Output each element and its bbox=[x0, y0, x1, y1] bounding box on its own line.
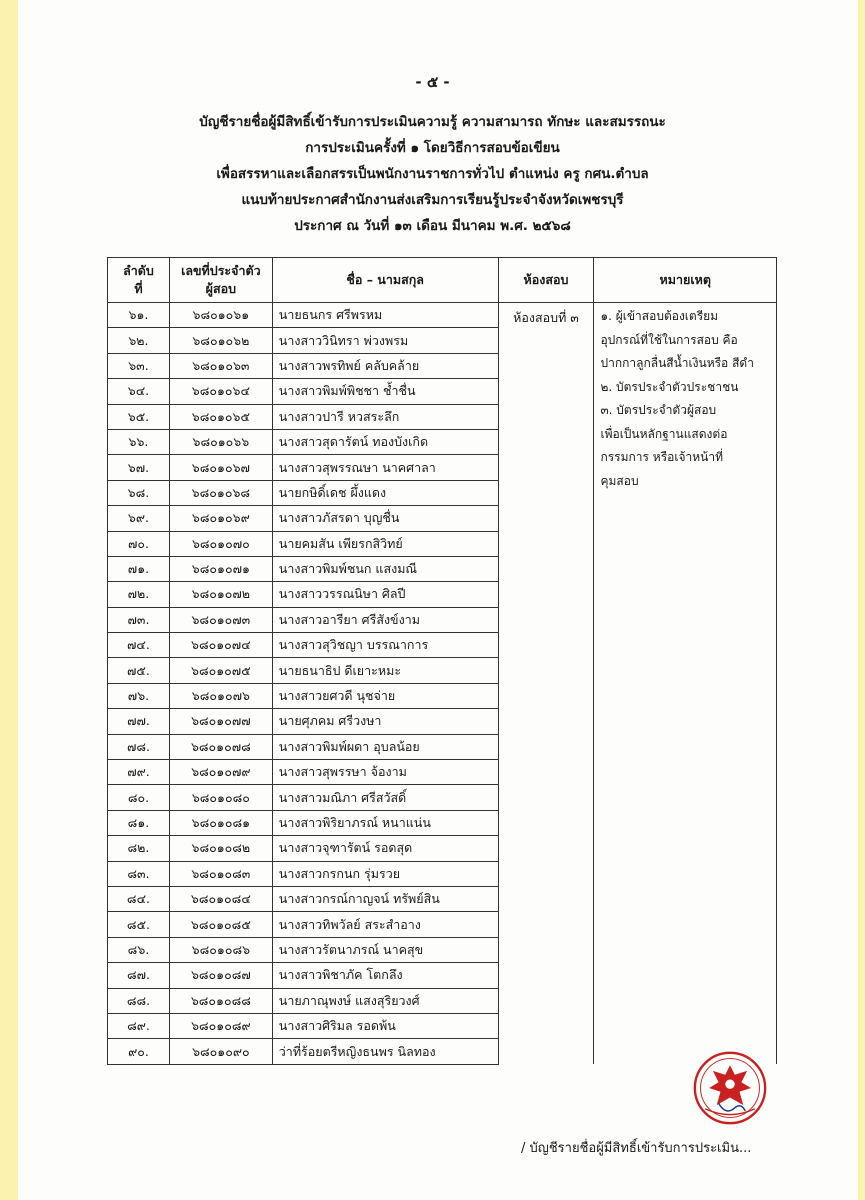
cell-name: นายกษิดิ์เดช ผึ้งแดง bbox=[272, 480, 498, 505]
cell-order: ๘๐. bbox=[108, 785, 170, 810]
cell-name: นางสาวกรกนก รุ่มรวย bbox=[272, 861, 498, 886]
table-header-row bbox=[108, 258, 777, 303]
cell-name: นางสาวสุวิชญา บรรณาการ bbox=[272, 633, 498, 658]
title-line-3: เพื่อสรรหาและเลือกสรรเป็นพนักงานราชการทั่วไป ตำแหน่ง ครู กศน.ตำบล bbox=[216, 166, 649, 182]
cell-name: นางสาวกรณ์กาญจน์ ทรัพย์สิน bbox=[272, 886, 498, 911]
cell-candidate-id: ๖๘๐๑๐๗๑ bbox=[169, 556, 272, 581]
page-number: - ๕ - bbox=[415, 73, 450, 91]
cell-name: นางสาวสุพรรษา จ้องาม bbox=[272, 760, 498, 785]
cell-order: ๘๕. bbox=[108, 912, 170, 937]
title-line-2: การประเมินครั้งที่ ๑ โดยวิธีการสอบข้อเขียน bbox=[305, 140, 560, 156]
cell-order: ๗๘. bbox=[108, 734, 170, 759]
cell-order: ๖๔. bbox=[108, 379, 170, 404]
cell-order: ๘๔. bbox=[108, 886, 170, 911]
cell-candidate-id: ๖๘๐๑๐๖๑ bbox=[169, 303, 272, 328]
cell-name: นายธนาธิป ดีเยาะหมะ bbox=[272, 658, 498, 683]
cell-candidate-id: ๖๘๐๑๐๘๕ bbox=[169, 912, 272, 937]
header-order-line1: ลำดับ bbox=[123, 263, 154, 278]
cell-candidate-id: ๖๘๐๑๐๗๒ bbox=[169, 582, 272, 607]
cell-order: ๙๐. bbox=[108, 1039, 170, 1064]
cell-order: ๗๒. bbox=[108, 582, 170, 607]
cell-order: ๘๓. bbox=[108, 861, 170, 886]
cell-order: ๖๕. bbox=[108, 404, 170, 429]
cell-candidate-id: ๖๘๐๑๐๗๓ bbox=[169, 607, 272, 632]
cell-name: นางสาวพิมพ์พิชชา ช้ำชื่น bbox=[272, 379, 498, 404]
cell-name: นางสาวพิมพ์ชนก แสงมณี bbox=[272, 556, 498, 581]
cell-candidate-id: ๖๘๐๑๐๗๔ bbox=[169, 633, 272, 658]
title-line-1: บัญชีรายชื่อผู้มีสิทธิ์เข้ารับการประเมินความรู้ ความสามารถ ทักษะ และสมรรถนะ bbox=[199, 114, 666, 130]
cell-order: ๗๔. bbox=[108, 633, 170, 658]
cell-order: ๗๗. bbox=[108, 709, 170, 734]
cell-candidate-id: ๖๘๐๑๐๘๔ bbox=[169, 886, 272, 911]
cell-order: ๗๕. bbox=[108, 658, 170, 683]
cell-order: ๘๘. bbox=[108, 988, 170, 1013]
header-name: ชื่อ – นามสกุล bbox=[272, 258, 498, 303]
cell-order: ๘๙. bbox=[108, 1013, 170, 1038]
header-order-line2: ที่ bbox=[134, 281, 143, 296]
cell-note bbox=[594, 303, 777, 1065]
cell-name: นางสาวพิริยาภรณ์ หนาแน่น bbox=[272, 810, 498, 835]
cell-name: นายธนกร ศรีพรหม bbox=[272, 303, 498, 328]
cell-name: นายคมสัน เพียรกสิวิทย์ bbox=[272, 531, 498, 556]
header-id-line1: เลขที่ประจำตัว bbox=[181, 263, 261, 278]
note-line: ๒. บัตรประจำตัวประชาชน bbox=[600, 379, 739, 394]
cell-order: ๘๑. bbox=[108, 810, 170, 835]
cell-room: ห้องสอบที่ ๓ bbox=[498, 303, 594, 1065]
note-line: คุมสอบ bbox=[600, 473, 639, 488]
footer-continuation: / บัญชีรายชื่อผู้มีสิทธิ์เข้ารับการประเมิน... bbox=[521, 1141, 752, 1156]
cell-candidate-id: ๖๘๐๑๐๖๖ bbox=[169, 429, 272, 454]
cell-candidate-id: ๖๘๐๑๐๘๙ bbox=[169, 1013, 272, 1038]
cell-candidate-id: ๖๘๐๑๐๗๘ bbox=[169, 734, 272, 759]
header-note: หมายเหตุ bbox=[594, 258, 777, 303]
cell-name: นางสาวปารี หวสระลึก bbox=[272, 404, 498, 429]
header-candidate-id bbox=[169, 258, 272, 303]
cell-order: ๗๑. bbox=[108, 556, 170, 581]
cell-name: นางสาวสุพรรณษา นาคศาลา bbox=[272, 455, 498, 480]
title-line-4: แนบท้ายประกาศสำนักงานส่งเสริมการเรียนรู้ประจำจังหวัดเพชรบุรี bbox=[241, 192, 624, 208]
cell-candidate-id: ๖๘๐๑๐๘๒ bbox=[169, 836, 272, 861]
cell-name: นางสาวทิพวัลย์ สระสำอาง bbox=[272, 912, 498, 937]
cell-name: นายศุภคม ศรีวงษา bbox=[272, 709, 498, 734]
header-order bbox=[108, 258, 170, 303]
cell-candidate-id: ๖๘๐๑๐๘๗ bbox=[169, 963, 272, 988]
cell-candidate-id: ๖๘๐๑๐๘๓ bbox=[169, 861, 272, 886]
cell-name: ว่าที่ร้อยตรีหญิงธนพร นิลทอง bbox=[272, 1039, 498, 1064]
cell-name: นางสาวยศวดี นุชจ่าย bbox=[272, 683, 498, 708]
cell-candidate-id: ๖๘๐๑๐๘๑ bbox=[169, 810, 272, 835]
cell-name: นายภาณุพงษ์ แสงสุริยวงศ์ bbox=[272, 988, 498, 1013]
cell-candidate-id: ๖๘๐๑๐๖๘ bbox=[169, 480, 272, 505]
cell-name: นางสาวอารียา ศรีสังข์งาม bbox=[272, 607, 498, 632]
cell-order: ๖๓. bbox=[108, 353, 170, 378]
cell-candidate-id: ๖๘๐๑๐๖๕ bbox=[169, 404, 272, 429]
cell-candidate-id: ๖๘๐๑๐๘๐ bbox=[169, 785, 272, 810]
cell-candidate-id: ๖๘๐๑๐๗๖ bbox=[169, 683, 272, 708]
cell-order: ๗๙. bbox=[108, 760, 170, 785]
cell-name: นางสาวพรทิพย์ คลับคล้าย bbox=[272, 353, 498, 378]
cell-candidate-id: ๖๘๐๑๐๘๘ bbox=[169, 988, 272, 1013]
cell-candidate-id: ๖๘๐๑๐๙๐ bbox=[169, 1039, 272, 1064]
cell-name: นางสาวมณิภา ศรีสวัสดิ์ bbox=[272, 785, 498, 810]
note-line: อุปกรณ์ที่ใช้ในการสอบ คือ bbox=[600, 332, 738, 347]
cell-name: นางสาวสุดารัตน์ ทองบังเกิด bbox=[272, 429, 498, 454]
title-line-5: ประกาศ ณ วันที่ ๑๓ เดือน มีนาคม พ.ศ. ๒๕๖๘ bbox=[294, 218, 571, 234]
cell-name: นางสาวศิริมล รอดพ้น bbox=[272, 1013, 498, 1038]
cell-order: ๗๓. bbox=[108, 607, 170, 632]
cell-candidate-id: ๖๘๐๑๐๖๙ bbox=[169, 506, 272, 531]
cell-name: นางสาววินิทรา พ่วงพรม bbox=[272, 328, 498, 353]
cell-candidate-id: ๖๘๐๑๐๖๗ bbox=[169, 455, 272, 480]
cell-order: ๖๑. bbox=[108, 303, 170, 328]
cell-name: นางสาวพิชาภัค โตกลึง bbox=[272, 963, 498, 988]
cell-name: นางสาวจุฑารัตน์ รอดสุด bbox=[272, 836, 498, 861]
candidate-table bbox=[107, 257, 777, 1065]
note-line: ๓. บัตรประจำตัวผู้สอบ bbox=[600, 403, 717, 417]
cell-order: ๘๒. bbox=[108, 836, 170, 861]
table-row bbox=[108, 303, 777, 328]
cell-order: ๖๙. bbox=[108, 506, 170, 531]
cell-candidate-id: ๖๘๐๑๐๘๖ bbox=[169, 937, 272, 962]
cell-candidate-id: ๖๘๐๑๐๗๙ bbox=[169, 760, 272, 785]
header-room: ห้องสอบ bbox=[498, 258, 594, 303]
cell-candidate-id: ๖๘๐๑๐๖๓ bbox=[169, 353, 272, 378]
cell-name: นางสาวภัสรดา บุญชื่น bbox=[272, 506, 498, 531]
cell-order: ๖๘. bbox=[108, 480, 170, 505]
cell-order: ๘๗. bbox=[108, 963, 170, 988]
cell-candidate-id: ๖๘๐๑๐๖๔ bbox=[169, 379, 272, 404]
cell-order: ๖๗. bbox=[108, 455, 170, 480]
cell-order: ๗๐. bbox=[108, 531, 170, 556]
cell-candidate-id: ๖๘๐๑๐๖๒ bbox=[169, 328, 272, 353]
cell-name: นางสาวรัตนาภรณ์ นาคสุข bbox=[272, 937, 498, 962]
cell-order: ๖๒. bbox=[108, 328, 170, 353]
cell-name: นางสาวพิมพ์ผดา อุบลน้อย bbox=[272, 734, 498, 759]
garuda-emblem-icon bbox=[692, 1050, 768, 1126]
note-line: กรรมการ หรือเจ้าหน้าที่ bbox=[600, 450, 723, 464]
cell-order: ๗๖. bbox=[108, 683, 170, 708]
cell-name: นางสาววรรณนิษา ศิลปี bbox=[272, 582, 498, 607]
cell-candidate-id: ๖๘๐๑๐๗๗ bbox=[169, 709, 272, 734]
cell-order: ๘๖. bbox=[108, 937, 170, 962]
note-line: ๑. ผู้เข้าสอบต้องเตรียม bbox=[600, 309, 719, 323]
cell-order: ๖๖. bbox=[108, 429, 170, 454]
header-id-line2: ผู้สอบ bbox=[205, 281, 237, 296]
cell-candidate-id: ๖๘๐๑๐๗๐ bbox=[169, 531, 272, 556]
cell-candidate-id: ๖๘๐๑๐๗๕ bbox=[169, 658, 272, 683]
note-line: ปากกาลูกลื่นสีน้ำเงินหรือ สีดำ bbox=[600, 356, 754, 370]
note-line: เพื่อเป็นหลักฐานแสดงต่อ bbox=[600, 426, 728, 441]
